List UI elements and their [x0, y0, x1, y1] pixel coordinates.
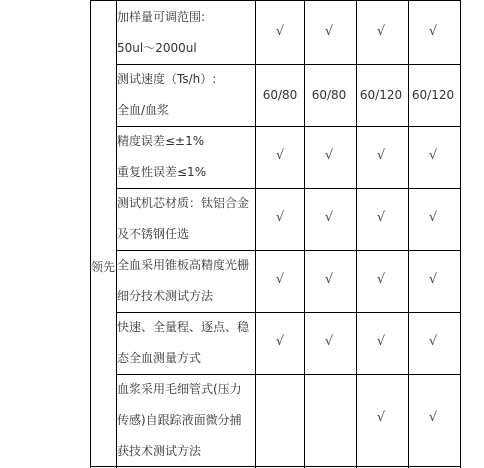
check-mark: √: [275, 24, 285, 39]
table-border: [408, 0, 409, 468]
feature-cell: [117, 374, 257, 467]
feature-line: 测试速度（Ts/h）:: [117, 72, 217, 86]
check-mark: √: [376, 24, 386, 39]
feature-line: 血浆采用毛细管式(压力: [117, 382, 242, 396]
check-mark: √: [275, 148, 285, 163]
feature-line: 全血采用锥板高精度光栅: [117, 258, 250, 272]
check-mark: √: [275, 210, 285, 225]
feature-line: 获技术测试方法: [117, 444, 202, 458]
feature-line: 加样量可调范围:: [117, 10, 206, 24]
check-mark: √: [376, 272, 386, 287]
feature-line: 细分技术测试方法: [117, 289, 214, 303]
feature-cell: [117, 126, 257, 188]
group-label: 领先: [90, 260, 115, 274]
check-mark: √: [324, 272, 334, 287]
feature-cell: [117, 188, 257, 250]
feature-line: 传感)自跟踪液面微分捕: [117, 413, 242, 427]
feature-cell: [117, 64, 257, 126]
feature-line: 重复性误差≤1%: [117, 165, 207, 179]
feature-line: 及不锈钢任选: [117, 227, 190, 241]
feature-line: 全血/血浆: [117, 103, 170, 117]
table-border: [304, 0, 305, 468]
check-mark: √: [324, 210, 334, 225]
check-mark: √: [428, 24, 438, 39]
check-mark: √: [275, 334, 285, 349]
feature-line: 测试机芯材质：钛铝合金: [117, 196, 250, 210]
check-mark: √: [428, 272, 438, 287]
table-border: [90, 0, 91, 468]
table-border: [460, 0, 461, 468]
speed-value: 60/80: [262, 88, 298, 102]
speed-value: 60/120: [359, 88, 403, 102]
table-border: [356, 0, 357, 468]
check-mark: √: [324, 148, 334, 163]
feature-cell: [117, 2, 257, 64]
check-mark: √: [324, 24, 334, 39]
check-mark: √: [428, 410, 438, 425]
feature-cell: [117, 312, 257, 374]
check-mark: √: [376, 148, 386, 163]
feature-line: 50ul～2000ul: [117, 41, 197, 55]
feature-line: 态全血测量方式: [117, 351, 202, 365]
table-border: [90, 0, 461, 1]
check-mark: √: [275, 272, 285, 287]
check-mark: √: [376, 334, 386, 349]
check-mark: √: [428, 210, 438, 225]
check-mark: √: [376, 210, 386, 225]
check-mark: √: [324, 334, 334, 349]
feature-cell: [117, 250, 257, 312]
check-mark: √: [428, 334, 438, 349]
speed-value: 60/120: [411, 88, 455, 102]
check-mark: √: [376, 410, 386, 425]
feature-line: 精度误差≤±1%: [117, 134, 205, 148]
check-mark: √: [428, 148, 438, 163]
speed-value: 60/80: [311, 88, 347, 102]
feature-line: 快速、全量程、逐点、稳: [117, 320, 250, 334]
